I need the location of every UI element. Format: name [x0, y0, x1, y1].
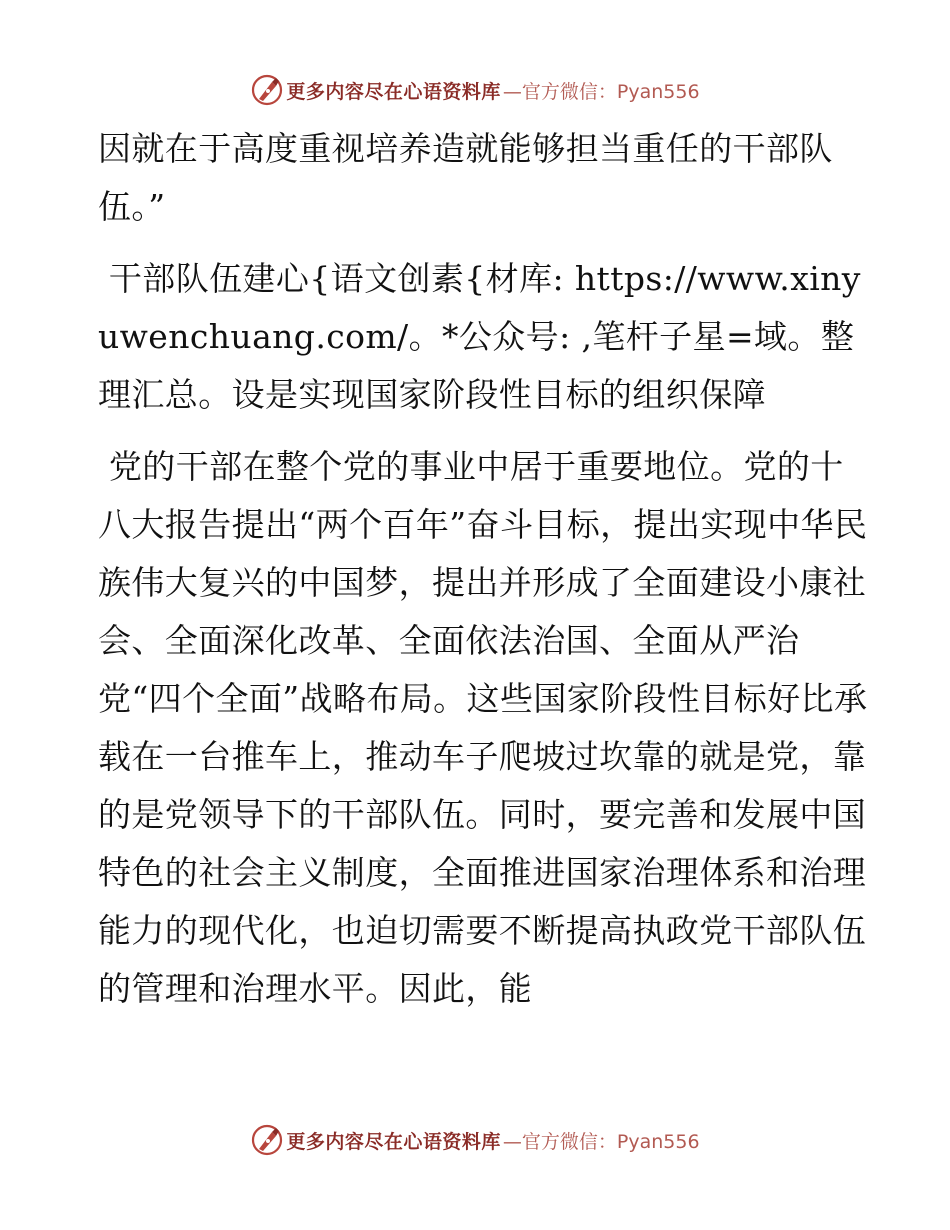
- watermark-contact: —官方微信：Pyan556: [502, 80, 700, 103]
- watermark-contact: —官方微信：Pyan556: [502, 1130, 700, 1153]
- watermark-text: 更多内容尽在心语资料库: [286, 1130, 501, 1153]
- pen-nib-logo-icon: [250, 73, 284, 107]
- paragraph: 党的干部在整个党的事业中居于重要地位。党的十八大报告提出“两个百年”奋斗目标，提出实现中华民族伟大复兴的中国梦，提出并形成了全面建设小康社会、全面深化改革、全面依法治国、全面从严治党“四个全面”战略布局。这些国家阶段性目标好比承载在一台推车上，推动车子爬坡过坎靠的就是党，靠的是党领导下的干部队伍。同时，要完善和发展中国特色的社会主义制度，全面推进国家治理体系和治理能力的现代化，也迫切需要不断提高执政党干部队伍的管理和治理水平。因此，能: [98, 447, 868, 1008]
- document-body: [98, 120, 868, 1018]
- paragraph: 干部队伍建心{语文创素{材库: https://www.xinyuwenchuang.com/。*公众号: ,笔杆子星=域。整理汇总。设是实现国家阶段性目标的组织保障: [98, 259, 861, 414]
- watermark-text: 更多内容尽在心语资料库: [286, 80, 501, 103]
- paragraph: 因就在于高度重视培养造就能够担当重任的干部队伍。”: [98, 129, 833, 226]
- header-watermark: [0, 70, 950, 110]
- footer-watermark: [0, 1120, 950, 1160]
- pen-nib-logo-icon: [250, 1123, 284, 1157]
